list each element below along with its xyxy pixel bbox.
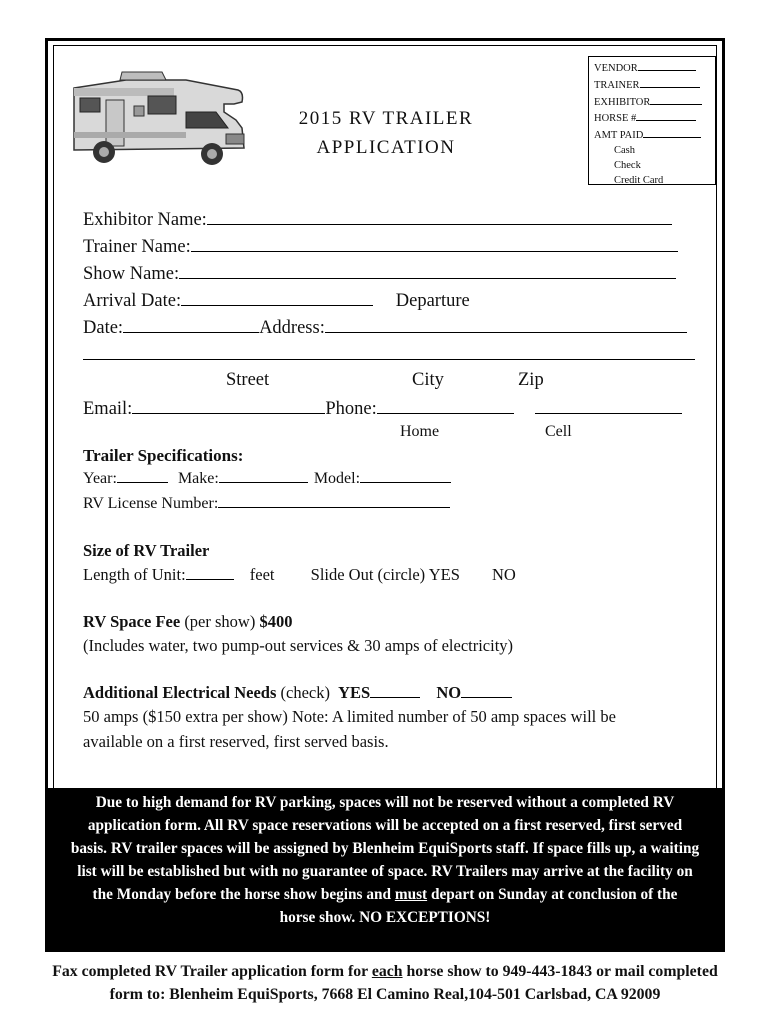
- departure-date-label: Date:: [83, 318, 124, 338]
- arrival-date-label: Arrival Date:: [83, 291, 182, 311]
- electrical-note-2: available on a first reserved, first served basis.: [83, 732, 389, 751]
- email-field[interactable]: [132, 397, 325, 414]
- trainer-name-field[interactable]: [191, 235, 678, 252]
- show-name-row: [83, 262, 676, 285]
- home-phone-field[interactable]: [377, 397, 514, 414]
- slide-out-no-option[interactable]: NO: [492, 565, 516, 584]
- title-line-2: APPLICATION: [316, 137, 456, 158]
- notice-line-5: [45, 883, 725, 906]
- length-label: Length of Unit:: [83, 565, 186, 584]
- date-address-row: [83, 316, 687, 339]
- vendor-label: VENDOR: [594, 63, 638, 74]
- license-field[interactable]: [218, 494, 450, 508]
- electrical-no-option[interactable]: NO: [436, 683, 462, 702]
- footer-line-2: form to: Blenheim EquiSports, 7668 El Camino Real,104-501 Carlsbad, CA 92009: [109, 986, 661, 1003]
- exhibitor-name-label: Exhibitor Name:: [83, 210, 207, 230]
- notice-line-3: basis. RV trailer spaces will be assigned by Blenheim EquiSports staff. If space fills up, a waiting: [70, 840, 700, 857]
- electrical-label: Additional Electrical Needs: [83, 683, 277, 702]
- length-field[interactable]: [186, 566, 234, 580]
- arrival-date-field[interactable]: [181, 289, 373, 306]
- footer-line-1-post: horse show to 949-443-1843 or mail completed: [402, 963, 718, 980]
- horse-field[interactable]: [636, 110, 696, 121]
- trainer-name-row: [83, 235, 678, 258]
- make-field[interactable]: [219, 469, 308, 483]
- footer-each: each: [371, 963, 403, 980]
- electrical-yes-option[interactable]: YES: [338, 683, 371, 702]
- arrival-row: [83, 289, 470, 312]
- horse-label: HORSE #: [594, 113, 637, 125]
- make-label: Make:: [177, 470, 219, 487]
- notice-line-4: list will be established but with no guarantee of space. RV Trailers may arrive at the facility on: [77, 863, 693, 880]
- electrical-row: [83, 683, 512, 703]
- amt-paid-label: AMT PAID: [594, 130, 644, 142]
- notice-must: must: [394, 886, 428, 903]
- address-label: Address:: [259, 318, 325, 338]
- trailer-specs-row: [83, 469, 451, 488]
- fee-label: RV Space Fee: [83, 612, 181, 631]
- city-label: City: [412, 370, 444, 390]
- notice-line-5-post: depart on Sunday at conclusion of the: [427, 886, 678, 903]
- footer-instructions: [40, 960, 730, 1006]
- street-label: Street: [226, 370, 270, 390]
- title-line-1: 2015 RV TRAILER: [298, 108, 474, 129]
- notice-line-6: horse show. NO EXCEPTIONS!: [279, 909, 491, 926]
- size-row: [83, 565, 516, 585]
- model-label: Model:: [313, 470, 361, 487]
- address-line-2: [83, 343, 695, 366]
- zip-label: Zip: [518, 370, 544, 390]
- model-field[interactable]: [360, 469, 451, 483]
- notice-line-5-pre: the Monday before the horse show begins and: [92, 886, 395, 903]
- year-label: Year:: [83, 470, 117, 487]
- show-name-label: Show Name:: [83, 264, 180, 284]
- phone-label: Phone:: [325, 399, 377, 419]
- electrical-note-1: 50 amps ($150 extra per show) Note: A limited number of 50 amp spaces will be: [83, 707, 616, 726]
- fee-per-show: (per show): [184, 612, 256, 631]
- contact-row: [83, 397, 682, 420]
- address-line-2-field[interactable]: [83, 343, 695, 360]
- electrical-yes-field[interactable]: [370, 684, 420, 698]
- notice-line-1: Due to high demand for RV parking, spaces will not be reserved without a completed RV: [95, 794, 675, 811]
- trainer-label: TRAINER: [594, 79, 640, 91]
- email-label: Email:: [83, 399, 133, 419]
- exhibitor-name-row: [83, 208, 672, 231]
- fee-includes: (Includes water, two pump-out services & 30 amps of electricity): [83, 636, 514, 655]
- home-label: Home: [400, 423, 440, 440]
- notice-line-2: application form. All RV space reservations will be accepted on a first reserved, first served: [87, 817, 683, 834]
- exhibitor-name-field[interactable]: [207, 208, 672, 225]
- cell-phone-field[interactable]: [535, 397, 682, 414]
- trainer-name-label: Trainer Name:: [83, 237, 191, 257]
- cell-label: Cell: [545, 423, 572, 440]
- office-use-box: [588, 56, 716, 185]
- credit-card-option[interactable]: Credit Card: [614, 174, 664, 186]
- footer-line-1-pre: Fax completed RV Trailer application form for: [52, 963, 372, 980]
- year-field[interactable]: [117, 469, 168, 483]
- amt-paid-field[interactable]: [643, 127, 701, 138]
- exhibitor-office-field[interactable]: [650, 94, 702, 105]
- trainer-office-field[interactable]: [640, 77, 700, 88]
- license-row: [83, 494, 450, 513]
- page-title: [296, 104, 476, 162]
- trailer-specs-heading: Trailer Specifications:: [83, 446, 244, 465]
- address-field[interactable]: [325, 316, 687, 333]
- electrical-no-field[interactable]: [461, 684, 512, 698]
- cash-option[interactable]: Cash: [614, 144, 635, 156]
- fee-row: [83, 612, 292, 632]
- vendor-field[interactable]: [638, 60, 696, 71]
- size-heading: Size of RV Trailer: [83, 541, 210, 560]
- show-name-field[interactable]: [179, 262, 676, 279]
- departure-date-field[interactable]: [123, 316, 259, 333]
- electrical-check: (check): [280, 683, 330, 702]
- feet-label: feet: [249, 565, 275, 584]
- check-option[interactable]: Check: [614, 159, 641, 171]
- departure-label: Departure: [395, 291, 470, 311]
- notice-box: [45, 788, 725, 952]
- license-label: RV License Number:: [83, 495, 219, 512]
- fee-amount: $400: [259, 612, 293, 631]
- exhibitor-label: EXHIBITOR: [594, 96, 651, 108]
- slide-out-yes-option[interactable]: Slide Out (circle) YES: [310, 565, 460, 584]
- rv-illustration: [66, 68, 248, 168]
